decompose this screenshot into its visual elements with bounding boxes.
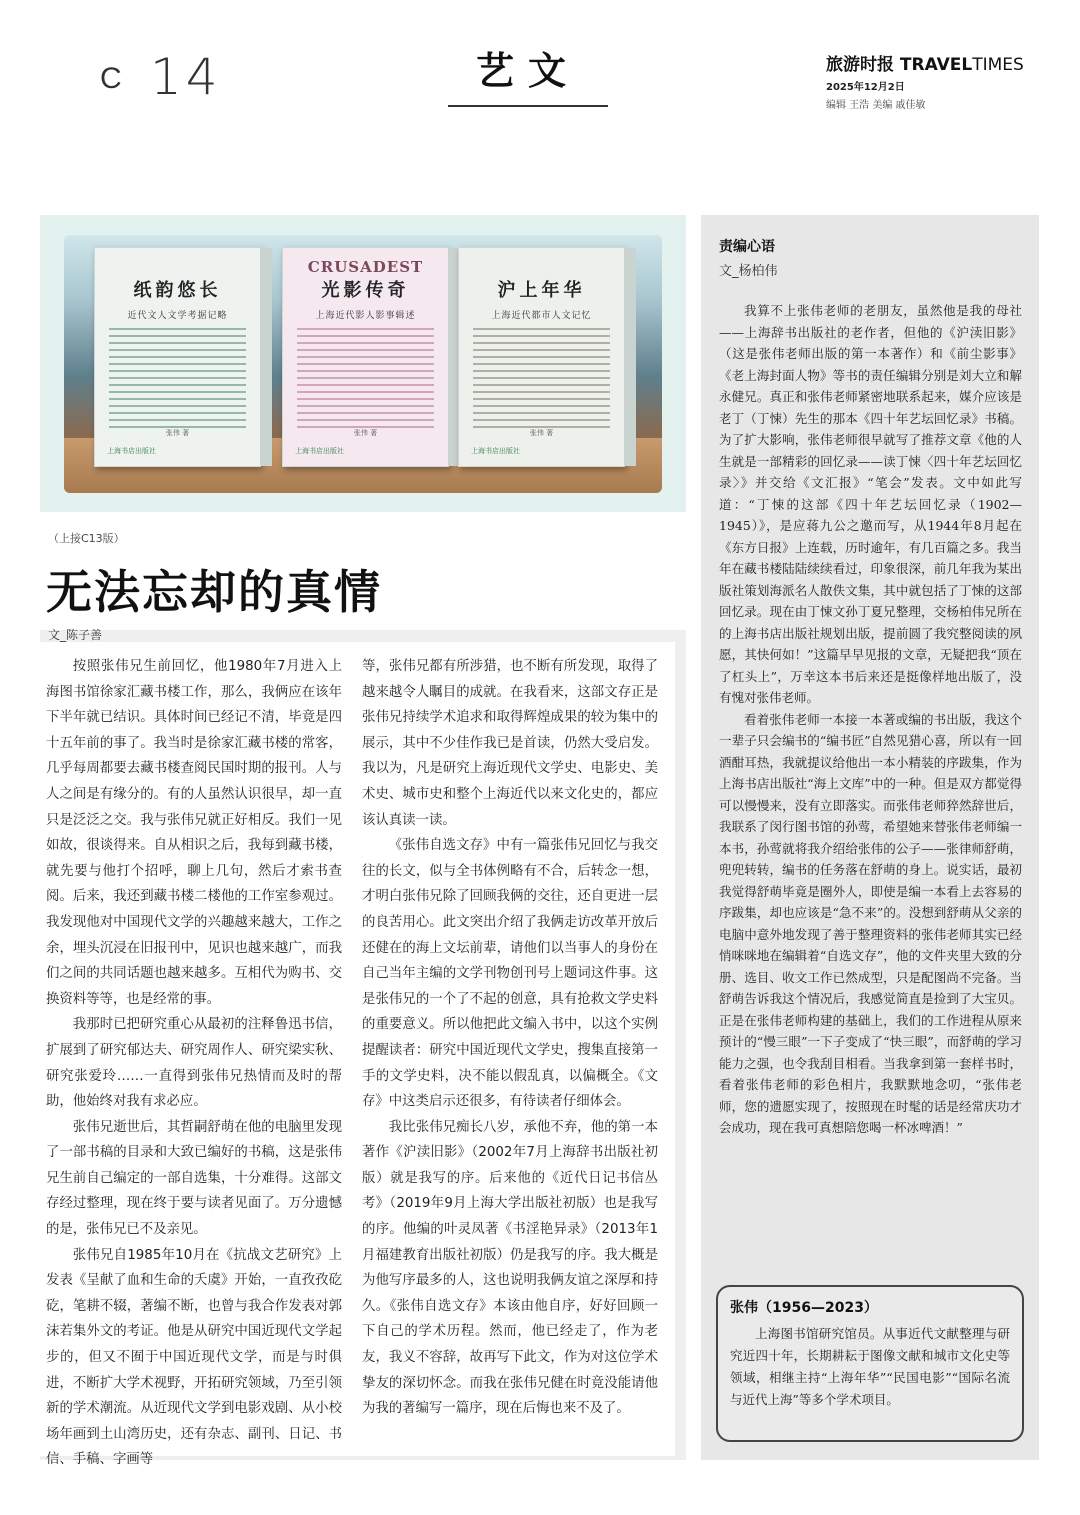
book-author: 张伟 著 bbox=[353, 429, 378, 437]
book-cover-art bbox=[473, 328, 610, 428]
book-cover bbox=[458, 247, 625, 467]
brand-cn: 旅游时报 bbox=[826, 55, 894, 75]
article-column-1 bbox=[46, 654, 342, 1473]
book-title: 光影传奇 bbox=[321, 280, 410, 301]
section-title: 艺文 bbox=[448, 40, 608, 107]
article-column-2 bbox=[362, 654, 658, 1422]
sidebar-paragraph: 我算不上张伟老师的老朋友，虽然他是我的母社——上海辞书出版社的老作者，但他的《沪渎旧影》（这是张伟老师出版的第一本著作）和《前尘影事》《老上海封面人物》等书的责任编辑分别是刘大立和解永健兄。真正和张伟老师紧密地联系起来，媒介应该是老丁（丁悚）先生的那本《四十年艺坛回忆录》书稿。为了扩大影响，张伟老师很早就写了推荐文章《他的人生就是一部精彩的回忆录——读丁悚〈四十年艺坛回忆录〉》并交给《文汇报》“笔会”发表。文中如此写道：“丁悚的这部《四十年艺坛回忆录（1902—1945）》，是应蒋九公之邀而写，从1944年8月起在《东方日报》上连载，历时逾年，有几百篇之多。我当年在藏书楼陆陆续续看过，印象很深，前几年我为某出版社策划海派名人散佚文集，其中就包括了丁悚的这部回忆录。现在由丁悚文孙丁夏兄整理，交杨柏伟兄所在的上海书店出版社规划出版，提前圆了我究整阅读的夙愿，其快何如！”这篇早早见报的文章，无疑把我“顶在了杠头上”，万幸这本书后来还是挺像样地出版了，没有愧对张伟老师。 bbox=[719, 303, 1022, 705]
brand-en-light: TIMES bbox=[972, 55, 1024, 75]
book-cover-art bbox=[297, 328, 434, 428]
book-author: 张伟 著 bbox=[165, 429, 190, 437]
book-publisher: 上海书店出版社 bbox=[107, 447, 156, 455]
article-headline: 无法忘却的真情 bbox=[46, 565, 382, 619]
book-cover bbox=[94, 247, 261, 467]
bio-title: 张伟（1956—2023） bbox=[730, 1300, 878, 1316]
book-subtitle: 上海近代影人影事辑述 bbox=[315, 311, 416, 321]
bio-text: 上海图书馆研究馆员。从事近代文献整理与研究近四十年，长期耕耘于图像文献和城市文化史等领域，相继主持“上海年华”“民国电影”“国际名流与近代上海”等多个学术项目。 bbox=[730, 1326, 1010, 1407]
newspaper-brand bbox=[826, 50, 1026, 75]
book-spine bbox=[624, 248, 636, 466]
photo-frame bbox=[40, 215, 686, 512]
article-paragraph: 等，张伟兄都有所涉猎，也不断有所发现，取得了越来越令人瞩目的成就。在我看来，这部文存正是张伟兄持续学术追求和取得辉煌成果的较为集中的展示，其中不少佳作我已是首读，仍然大受启发。我以为，凡是研究上海近现代文学史、电影史、美术史、城市史和整个上海近代以来文化史的，都应该认真读一读。 bbox=[362, 659, 658, 828]
article-paragraph: 我比张伟兄痴长八岁，承他不弃，他的第一本著作《沪渎旧影》（2002年7月上海辞书出版社初版）就是我写的序。后来他的《近代日记书信丛考》（2019年9月上海大学出版社初版）也是我写的序。他编的叶灵凤著《书淫艳异录》（2013年1月福建教育出版社初版）仍是我写的序。我大概是为他写序最多的人，这也说明我俩友谊之深厚和持久。《张伟自选文存》本该由他自序，好好回顾一下自己的学术历程。然而，他已经走了，作为老友，我义不容辞，故再写下此文，作为对这位学术挚友的深切怀念。而我在张伟兄健在时竟没能请他为我的著编写一篇序，现在后悔也来不及了。 bbox=[362, 1119, 658, 1417]
book-title: 沪上年华 bbox=[497, 280, 586, 301]
book-spine bbox=[260, 248, 272, 466]
continued-note: （上接C13版） bbox=[48, 532, 125, 545]
masthead bbox=[826, 50, 1026, 111]
issue-date: 2025年12月2日 bbox=[826, 82, 905, 93]
book-english-title: CRUSADEST bbox=[307, 258, 424, 276]
book-subtitle: 上海近代都市人文记忆 bbox=[491, 311, 592, 321]
book-photo bbox=[64, 235, 662, 493]
book-publisher: 上海书店出版社 bbox=[471, 447, 520, 455]
article-paragraph: 张伟兄自1985年10月在《抗战文艺研究》上发表《呈献了血和生命的夭虞》开始，一直孜孜矻矻，笔耕不辍，著编不断，也曾与我合作发表对郭沫若集外文的考证。他是从研究中国近现代文学起步的，但又不囿于中国近现代文学，而是与时俱进，不断扩大学术视野，开拓研究领域，乃至引领新的学术潮流。从近现代文学到电影戏剧、从小校场年画到土山湾历史，还有杂志、副刊、日记、书信、手稿、字画等 bbox=[46, 1247, 342, 1468]
sidebar-paragraph: 看着张伟老师一本接一本著或编的书出版，我这个一辈子只会编书的“编书匠”自然见猎心喜，所以有一回酒酣耳热，我就提议给他出一本小精装的序跋集，作为上海书店出版社“海上文库”中的一种。但是双方都觉得可以慢慢来，没有立即落实。而张伟老师猝然辞世后，我联系了闵行图书馆的孙莺，希望她来替张伟老师编一本书，孙莺就将我介绍给张伟的公子——张律师舒萌，兜兜转转，编书的任务落在舒萌的身上。说实话，最初我觉得舒萌毕竟是圈外人，即使是编一本看上去容易的序跋集，却也应该是“急不来”的。没想到舒萌从父亲的电脑中意外地发现了善于整理资料的张伟老师其实已经悄咪咪地在编辑着“自选文存”，他的文件夹里大致的分册、选目、收文工作已然成型，只是配图尚不完备。当舒萌告诉我这个情况后，我感觉简直是捡到了大宝贝。正是在张伟老师构建的基础上，我们的工作进程从原来预计的“慢三眼”一下子变成了“快三眼”，而舒萌的学习能力之强，也令我刮目相看。当我拿到第一套样书时，看着张伟老师的彩色相片，我默默地念叨，“张伟老师，您的遗愿实现了，按照现在时髦的话是经常庆功才会成功，现在我可真想陪您喝一杯冰啤酒！” bbox=[719, 711, 1022, 1135]
sidebar-author: 文_杨柏伟 bbox=[719, 264, 778, 279]
article-paragraph: 张伟兄逝世后，其哲嗣舒萌在他的电脑里发现了一部书稿的目录和大致已编好的书稿，这是张伟兄生前自己编定的一部自选集，十分难得。这部文存经过整理，现在终于要与读者见面了。万分遗憾的是，张伟兄已不及亲见。 bbox=[46, 1119, 342, 1238]
brand-en: TRAVEL bbox=[899, 55, 973, 75]
book-author: 张伟 著 bbox=[529, 429, 554, 437]
article-paragraph: 《张伟自选文存》中有一篇张伟兄回忆与我交往的长文，似与全书体例略有不合，后转念一想，才明白张伟兄除了回顾我俩的交往，还自更进一层的良苦用心。此文突出介绍了我俩走访改革开放后还健在的海上文坛前辈，请他们以当事人的身份在自己当年主编的文学刊物创刊号上题词这件事。这是张伟兄的一个了不起的创意，具有抢救文学史料的重要意义。所以他把此文编入书中，以这个实例提醒读者：研究中国近现代文学史，搜集直接第一手的文学史料，决不能以假乱真，以偏概全。《文存》中这类启示还很多，有待读者仔细体会。 bbox=[362, 838, 658, 1110]
book-publisher: 上海书店出版社 bbox=[295, 447, 344, 455]
page-number: 14 bbox=[150, 48, 222, 106]
article-byline: 文_陈子善 bbox=[48, 628, 103, 642]
article-paragraph: 我那时已把研究重心从最初的注释鲁迅书信，扩展到了研究郁达夫、研究周作人、研究梁实秋、研究张爱玲……一直得到张伟兄热情而及时的帮助，他始终对我有求必应。 bbox=[46, 1017, 342, 1110]
article-paragraph: 按照张伟兄生前回忆，他1980年7月进入上海图书馆徐家汇藏书楼工作，那么，我俩应在该年下半年就已结识。具体时间已经记不清，毕竟是四十五年前的事了。我当时是徐家汇藏书楼的常客，几乎每周都要去藏书楼查阅民国时期的报刊。人与人之间是有缘分的。有的人虽然认识很早，却一直只是泛泛之交。我与张伟兄就正好相反。我们一见如故，很谈得来。自从相识之后，我每到藏书楼，就先要与他打个招呼，聊上几句，然后才索书查阅。后来，我还到藏书楼二楼他的工作室参观过。我发现他对中国现代文学的兴趣越来越大，工作之余，埋头沉浸在旧报刊中，见识也越来越广，而我们之间的共同话题也越来越多。互相代为购书、交换资料等等，也是经常的事。 bbox=[46, 659, 342, 1007]
book-subtitle: 近代文人文学考据记略 bbox=[127, 311, 228, 321]
bio-box bbox=[716, 1285, 1024, 1442]
book-cover bbox=[282, 247, 449, 467]
sidebar-body bbox=[719, 300, 1022, 1139]
book-cover-art bbox=[109, 328, 246, 428]
sidebar-label: 责编心语 bbox=[719, 239, 775, 255]
book-title: 纸韵悠长 bbox=[133, 280, 222, 301]
editors-credit: 编辑 王浩 美编 戚佳敏 bbox=[826, 100, 926, 111]
page-letter: C bbox=[100, 62, 128, 95]
